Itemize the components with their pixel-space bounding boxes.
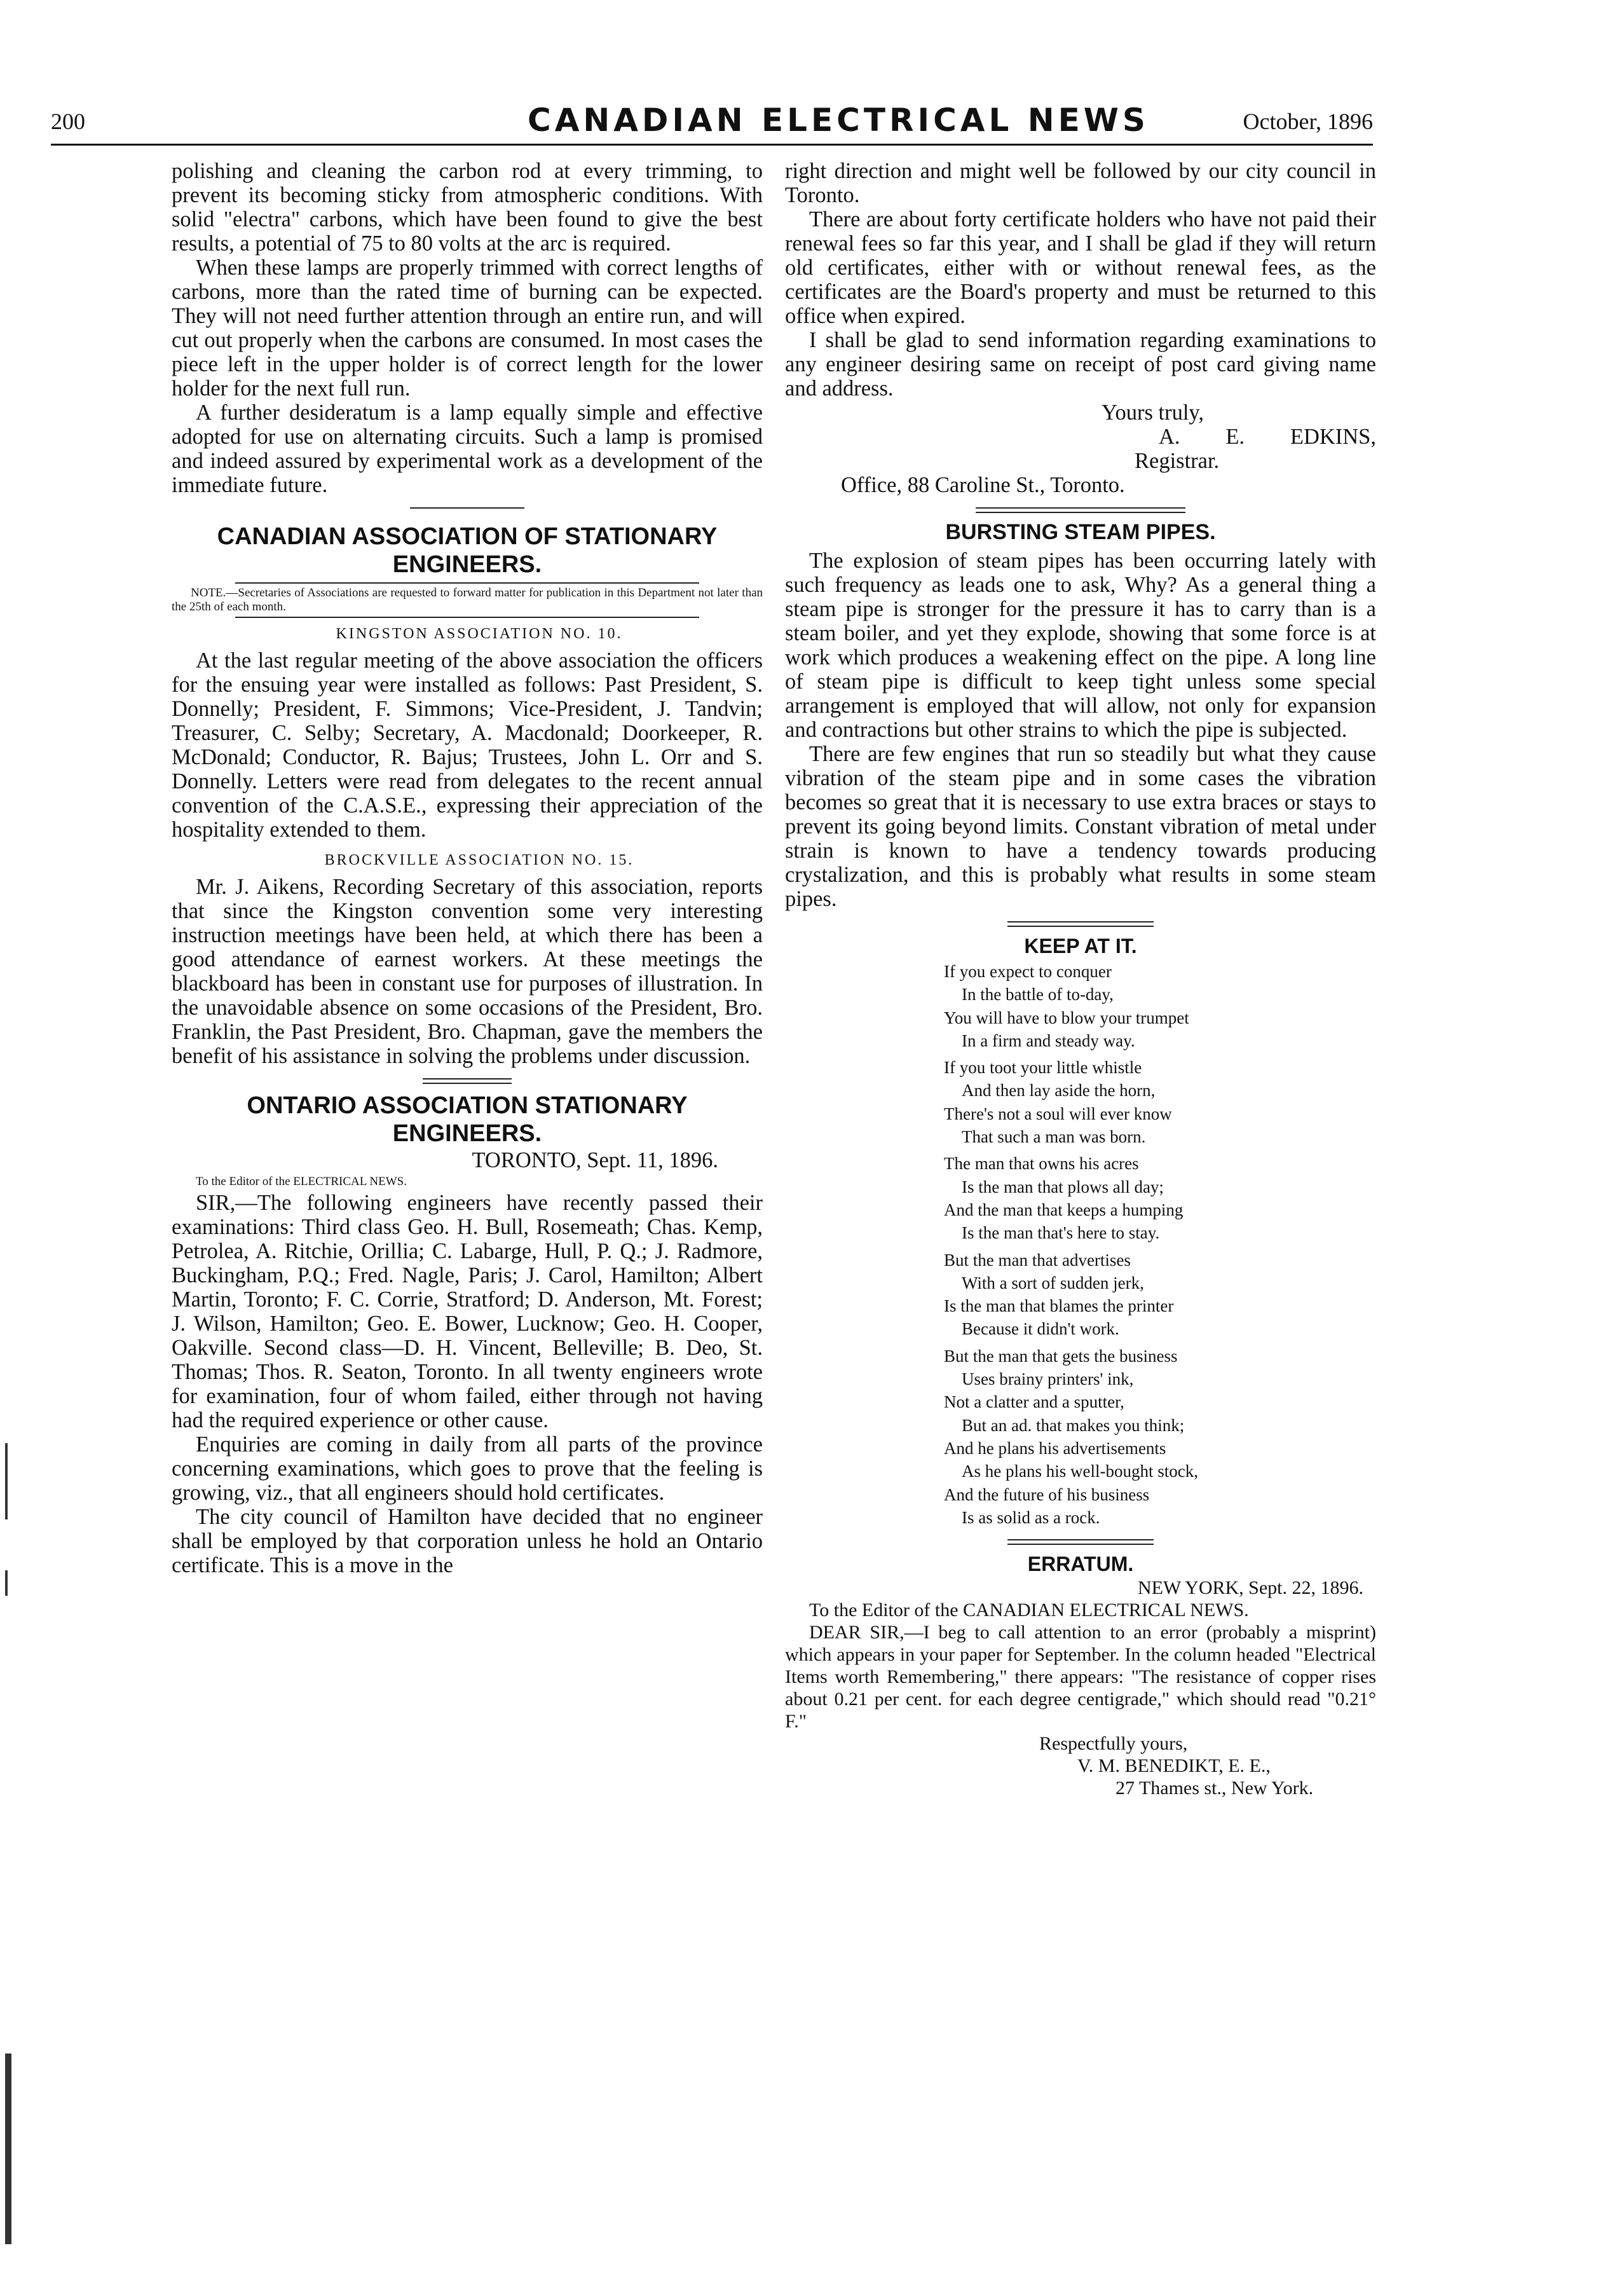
- poem-line: There's not a soul will ever know: [944, 1104, 1172, 1123]
- paragraph: SIR,—The following engineers have recently passed their examinations: Third class Geo. H. Bull, Rosemeath; Chas. Kemp, Petrolea, A. Ritchie, Orillia; C. Labarge, Hull, P. Q.; J. Radmore, Buckingham, P.Q.; Fred. Nagle, Paris; J. Carol, Hamilton; Albert Martin, Toronto; F. C. Corrie, Stratford; D. Anderson, Mt. Forest; J. Wilson, Hamilton; Geo. E. Bower, Lucknow; Geo. H. Cooper, Oakville. Second class—D. H. Vincent, Belleville; B. Deo, St. Thomas; Thos. R. Seaton, Toronto. In all twenty engineers wrote for examination, four of whom failed, either through not having had the required experience or other cause.: [172, 1191, 763, 1432]
- poem-line: But the man that advertises: [944, 1250, 1131, 1270]
- divider: [423, 1078, 512, 1084]
- page-number: 200: [51, 109, 85, 134]
- divider: [1007, 921, 1154, 927]
- divider: [235, 617, 699, 618]
- header-rule: [51, 144, 1373, 146]
- dateline: TORONTO, Sept. 11, 1896.: [472, 1148, 718, 1172]
- paragraph: The explosion of steam pipes has been occurring lately with such frequency as leads one to ask, Why? As a general thing a steam pipe is stronger for the pressure it has to carry than is a steam boiler, and yet they explode, showing that some force is at work which produces a weakening effect on the pipe. A long line of steam pipe is difficult to keep tight unless some special arrangement is employed that will allow, not only for expansion and contractions but other strains to which the pipe is subjected.: [785, 549, 1376, 742]
- poem-line: And the future of his business: [944, 1484, 1150, 1504]
- right-column: [785, 159, 1376, 1799]
- poem-line: That such a man was born.: [962, 1127, 1146, 1147]
- subsection-heading: BROCKVILLE ASSOCIATION NO. 15.: [324, 852, 634, 868]
- scan-edge-mark: [5, 1443, 8, 1519]
- section-heading: CANADIAN ASSOCIATION OF STATIONARY ENGINEERS.: [217, 523, 718, 578]
- poem-line: As he plans his well-bought stock,: [962, 1462, 1198, 1481]
- paragraph: Mr. J. Aikens, Recording Secretary of this association, reports that since the Kingston convention some very interesting instruction meetings have been held, at which there has been a good attendance of earnest workers. At these meetings the blackboard has been in constant use for purposes of illustration. In the unavoidable absence on some occasions of the President, Bro. Franklin, the Past President, Bro. Chapman, gave the members the benefit of his assistance in solving the problems under discussion.: [172, 875, 763, 1068]
- letter-address: 27 Thames st., New York.: [1116, 1778, 1314, 1799]
- poem-line: And then lay aside the horn,: [962, 1081, 1156, 1100]
- subsection-heading: KINGSTON ASSOCIATION NO. 10.: [336, 626, 623, 642]
- poem: [944, 960, 1376, 1529]
- divider: [976, 507, 1185, 513]
- poem-line: In the battle of to-day,: [962, 985, 1114, 1004]
- section-heading: BURSTING STEAM PIPES.: [945, 520, 1216, 544]
- divider: [1007, 1539, 1154, 1545]
- poem-line: If you toot your little whistle: [944, 1058, 1142, 1078]
- paragraph: polishing and cleaning the carbon rod at every trimming, to prevent its becoming sticky from atmospheric conditions. With solid "electra" carbons, which have been found to give the best results, a potential of 75 to 80 volts at the arc is required.: [172, 159, 763, 256]
- scan-edge-mark: [5, 1570, 8, 1596]
- paragraph: When these lamps are properly trimmed with correct lengths of carbons, more than the rated time of burning can be expected. They will not need further attention through an entire run, and will cut out properly when the carbons are consumed. In most cases the piece left in the upper holder is of correct length for the lower holder for the next full run.: [172, 256, 763, 401]
- dateline: NEW YORK, Sept. 22, 1896.: [1138, 1577, 1363, 1599]
- left-column: [172, 159, 763, 1577]
- poem-title: KEEP AT IT.: [1024, 935, 1137, 957]
- paragraph: Enquiries are coming in daily from all parts of the province concerning examinations, which goes to prove that the feeling is growing, viz., that all engineers should hold certificates.: [172, 1432, 763, 1505]
- poem-line: Uses brainy printers' ink,: [962, 1369, 1134, 1389]
- poem-line: Is the man that's here to stay.: [962, 1223, 1160, 1243]
- poem-line: Is the man that plows all day;: [962, 1177, 1164, 1196]
- paragraph: A further desideratum is a lamp equally simple and effective adopted for use on alternating circuits. Such a lamp is promised and indeed assured by experimental work as a development of the immediate future.: [172, 401, 763, 497]
- paragraph: DEAR SIR,—I beg to call attention to an error (probably a misprint) which appears in your paper for September. In the column headed "Electrical Items worth Remembering," there appears: "The resistance of copper rises about 0.21 per cent. for each degree centigrade," which should read "0.21° F.": [785, 1622, 1376, 1732]
- paragraph: At the last regular meeting of the above association the officers for the ensuing year were installed as follows: Past President, S. Donnelly; President, F. Simmons; Vice-President, J. Tandvin; Treasurer, C. Selby; Secretary, A. Macdonald; Doorkeeper, R. McDonald; Conductor, R. Bajus; Trustees, John L. Orr and S. Donnelly. Letters were read from delegates to the recent annual convention of the C.A.S.E., expressing their appreciation of the hospitality extended to them.: [172, 648, 763, 842]
- divider: [235, 582, 699, 584]
- issue-date: October, 1896: [1243, 109, 1373, 134]
- paragraph: There are few engines that run so steadily but what they cause vibration of the steam pipe and in some cases the vibration becomes so great that it is necessary to use extra braces or stays to prevent its going beyond limits. Constant vibration of metal under strain is known to have a tendency towards producing crystalization, and this is probably what results in some steam pipes.: [785, 742, 1376, 911]
- letter-signature: V. M. BENEDIKT, E. E.,: [1077, 1755, 1271, 1777]
- poem-line: But an ad. that makes you think;: [962, 1415, 1185, 1435]
- editor-note: NOTE.—Secretaries of Associations are requested to forward matter for publication in this Department not later than the 25th of each month.: [172, 586, 763, 614]
- paragraph: The city council of Hamilton have decided that no engineer shall be employed by that corporation unless he hold an Ontario certificate. This is a move in the: [172, 1505, 763, 1577]
- poem-line: If you expect to conquer: [944, 962, 1112, 981]
- addressee: To the Editor of the ELECTRICAL NEWS.: [196, 1175, 407, 1188]
- office-address: Office, 88 Caroline St., Toronto.: [841, 473, 1125, 497]
- addressee: To the Editor of the CANADIAN ELECTRICAL NEWS.: [809, 1600, 1249, 1621]
- letter-closing: Respectfully yours,: [1039, 1733, 1188, 1755]
- section-heading: ERRATUM.: [1027, 1553, 1134, 1576]
- paragraph: There are about forty certificate holders who have not paid their renewal fees so far this year, and I shall be glad if they will return old certificates, either with or without renewal fees, as the certificates are the Board's property and must be returned to this office when expired.: [785, 207, 1376, 328]
- scan-edge-mark: [5, 2053, 11, 2244]
- paragraph: right direction and might well be followed by our city council in Toronto.: [785, 159, 1376, 207]
- poem-line: But the man that gets the business: [944, 1346, 1178, 1366]
- divider: [410, 507, 524, 509]
- erratum-section: [785, 1551, 1376, 1799]
- poem-line: The man that owns his acres: [944, 1154, 1139, 1174]
- page-header: [51, 102, 1373, 146]
- poem-line: You will have to blow your trumpet: [944, 1008, 1189, 1027]
- letter-signature: A. E. EDKINS, Registrar.: [1135, 425, 1376, 473]
- paragraph: I shall be glad to send information regarding examinations to any engineer desiring same on receipt of post card giving name and address.: [785, 328, 1376, 401]
- poem-line: Is the man that blames the printer: [944, 1296, 1174, 1316]
- poem-line: Is as solid as a rock.: [962, 1507, 1100, 1527]
- poem-line: In a firm and steady way.: [962, 1031, 1135, 1050]
- poem-line: Not a clatter and a sputter,: [944, 1392, 1124, 1412]
- section-heading: ONTARIO ASSOCIATION STATIONARY ENGINEERS.: [247, 1092, 688, 1147]
- poem-line: With a sort of sudden jerk,: [962, 1273, 1144, 1292]
- letter-closing: Yours truly,: [1102, 401, 1204, 425]
- poem-line: And he plans his advertisements: [944, 1438, 1166, 1458]
- journal-title: CANADIAN ELECTRICAL NEWS: [528, 102, 1149, 139]
- poem-line: And the man that keeps a humping: [944, 1200, 1184, 1219]
- poem-line: Because it didn't work.: [962, 1319, 1119, 1339]
